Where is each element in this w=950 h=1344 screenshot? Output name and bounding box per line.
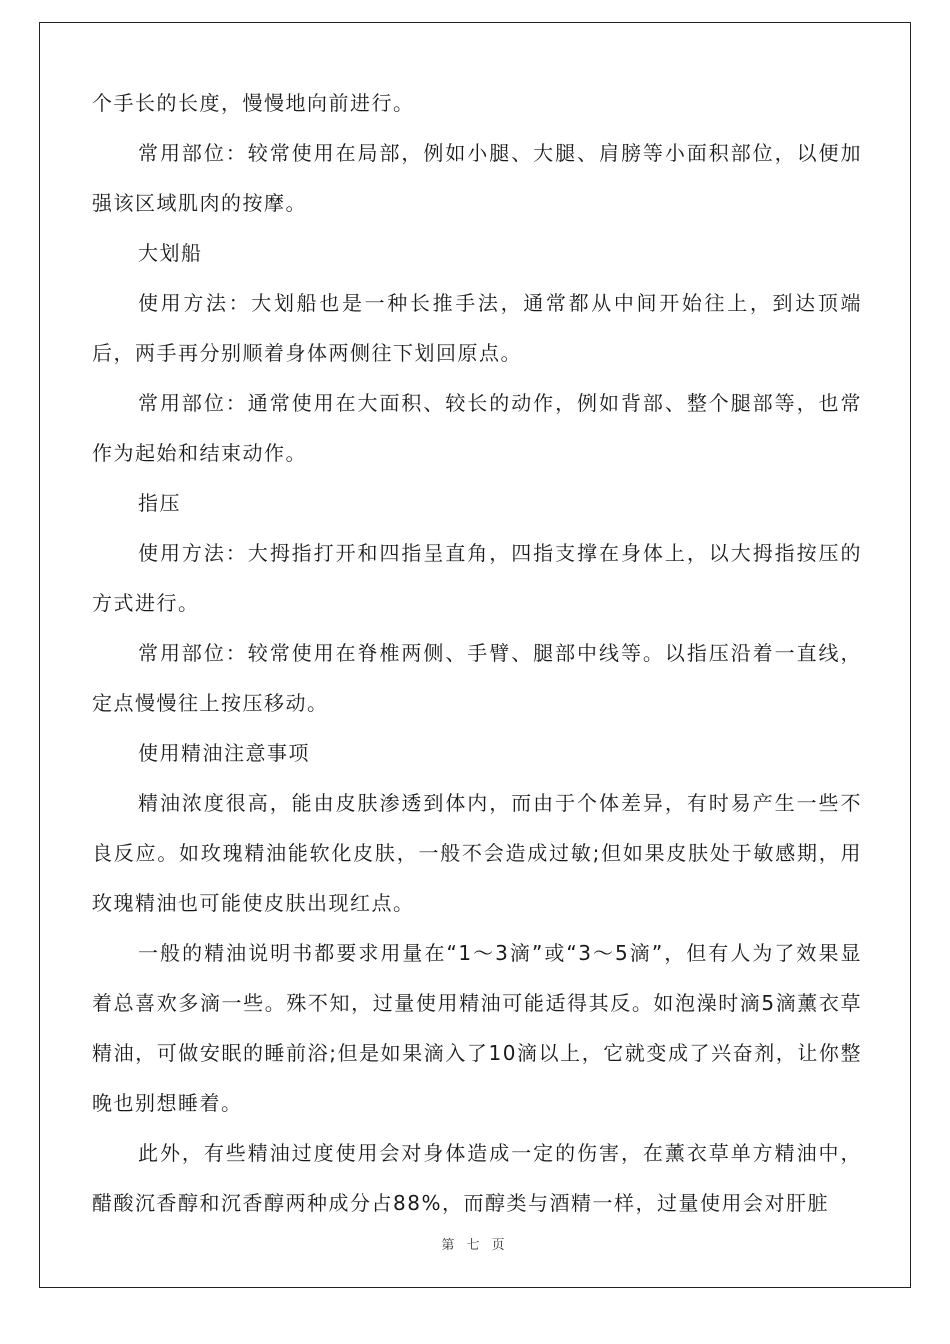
paragraph: 使用方法：大拇指打开和四指呈直角，四指支撑在身体上，以大拇指按压的方式进行。 xyxy=(92,541,862,615)
paragraph: 常用部位：通常使用在大面积、较长的动作，例如背部、整个腿部等，也常作为起始和结束动作。 xyxy=(92,391,862,465)
paragraph: 常用部位：较常使用在脊椎两侧、手臂、腿部中线等。以指压沿着一直线，定点慢慢往上按压移动。 xyxy=(92,641,862,715)
paragraph: 使用方法：大划船也是一种长推手法，通常都从中间开始往上，到达顶端后，两手再分别顺着身体两侧往下划回原点。 xyxy=(92,291,862,365)
paragraph: 一般的精油说明书都要求用量在“1～3滴”或“3～5滴”，但有人为了效果显着总喜欢多滴一些。殊不知，过量使用精油可能适得其反。如泡澡时滴5滴薰衣草精油，可做安眠的睡前浴;但是如果滴入了10滴以上，它就变成了兴奋剂，让你整晚也别想睡着。 xyxy=(92,941,862,1115)
section-heading: 使用精油注意事项 xyxy=(138,741,310,765)
paragraph: 精油浓度很高，能由皮肤渗透到体内，而由于个体差异，有时易产生一些不良反应。如玫瑰精油能软化皮肤，一般不会造成过敏;但如果皮肤处于敏感期，用玫瑰精油也可能使皮肤出现红点。 xyxy=(92,791,862,915)
paragraph: 常用部位：较常使用在局部，例如小腿、大腿、肩膀等小面积部位，以便加强该区域肌肉的按摩。 xyxy=(92,141,862,215)
section-heading: 指压 xyxy=(138,491,181,515)
paragraph: 个手长的长度，慢慢地向前进行。 xyxy=(92,91,415,115)
document-body xyxy=(92,78,862,1228)
section-heading: 大划船 xyxy=(138,241,203,265)
paragraph: 此外，有些精油过度使用会对身体造成一定的伤害，在薰衣草单方精油中，醋酸沉香醇和沉香醇两种成分占88%，而醇类与酒精一样，过量使用会对肝脏 xyxy=(92,1141,862,1215)
page-footer: 第 七 页 xyxy=(441,1238,509,1253)
